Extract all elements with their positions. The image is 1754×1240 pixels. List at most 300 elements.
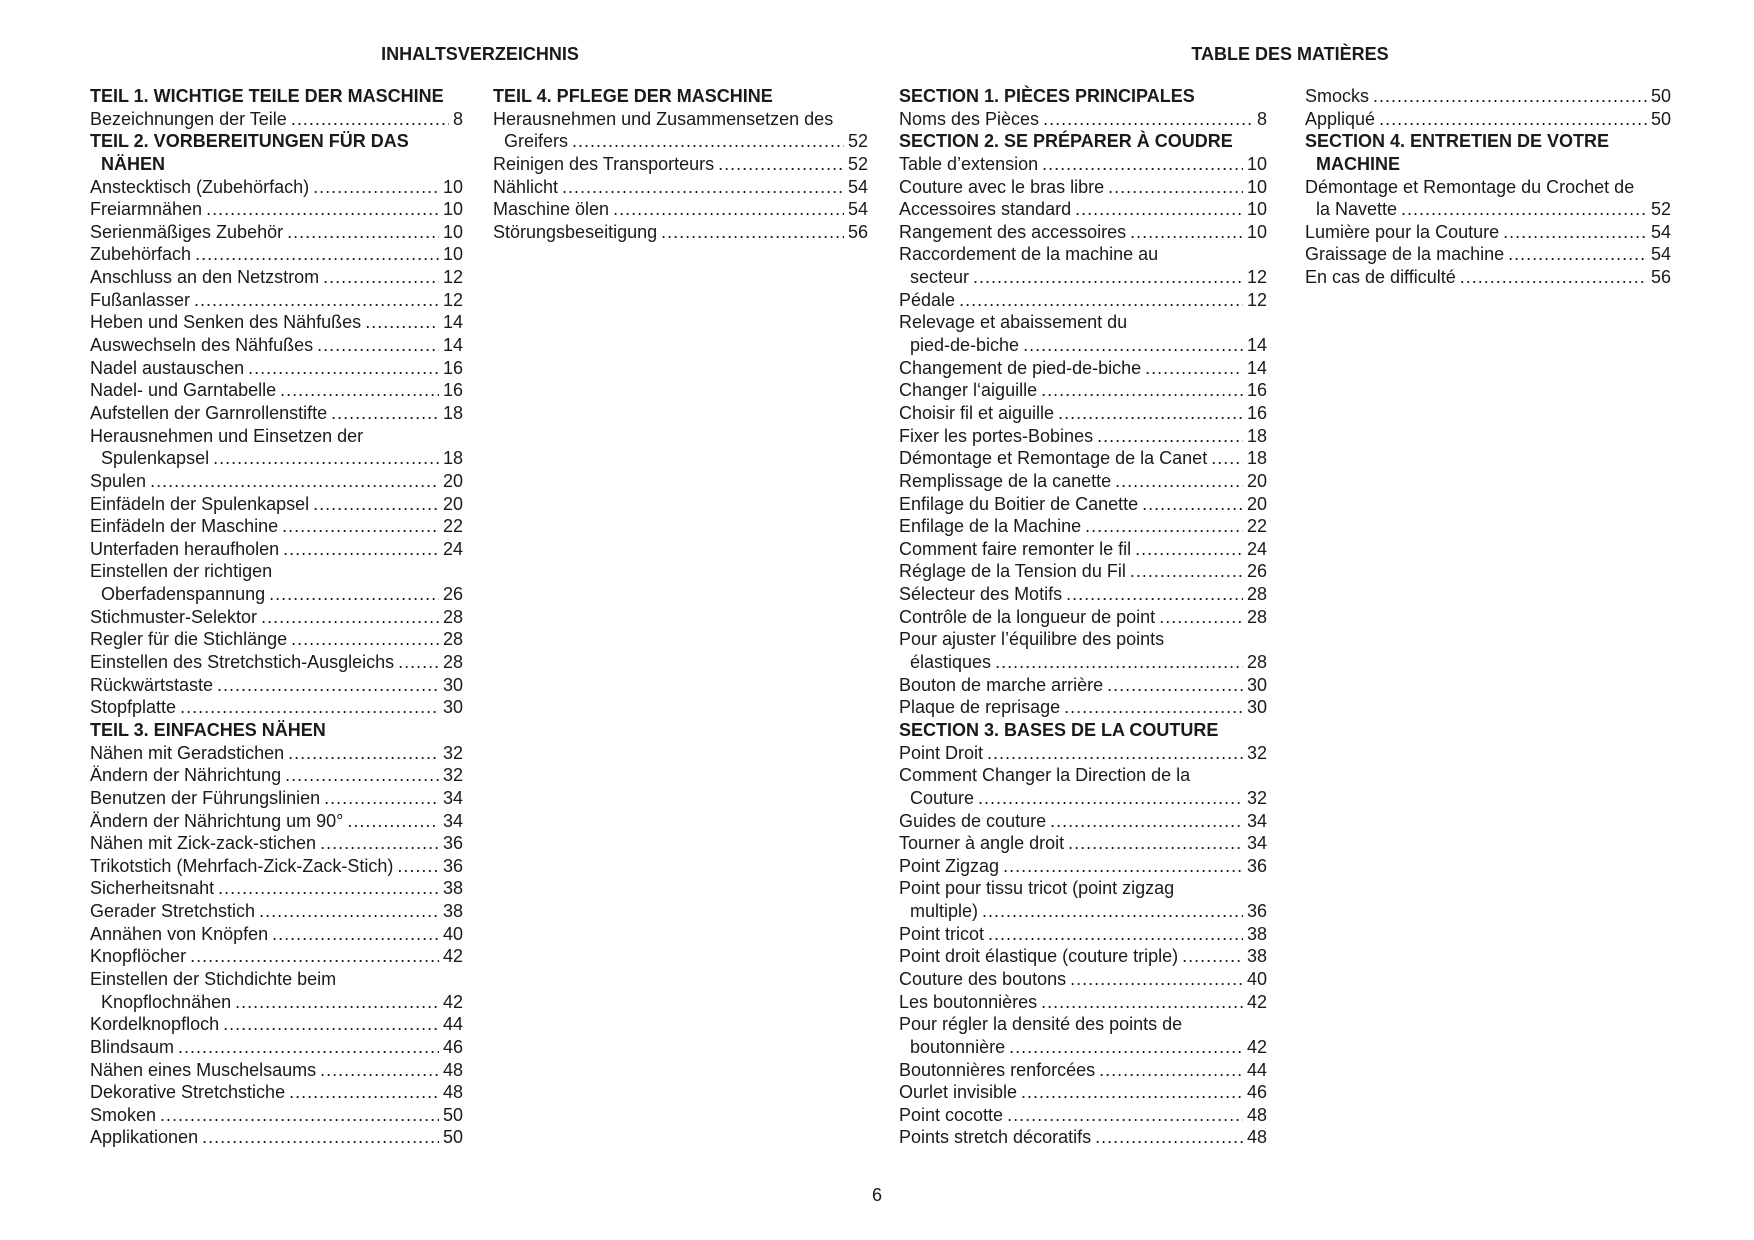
toc-entry-page: 18: [442, 448, 463, 469]
toc-entry-page: 32: [1246, 787, 1267, 808]
toc-entry: [899, 266, 1267, 289]
toc-entry-label: Pédale: [899, 289, 956, 310]
toc-entry-page: 54: [1650, 244, 1671, 265]
toc-entry: [899, 1126, 1267, 1149]
toc-entry-label: Blindsaum: [90, 1036, 175, 1057]
toc-entry: [90, 651, 463, 674]
toc-entry: [1305, 221, 1671, 244]
toc-entry-title: Herausnehmen und Einsetzen der: [90, 425, 364, 446]
toc-entry: [899, 493, 1267, 516]
dot-leader: [982, 900, 1243, 923]
dot-leader: [291, 108, 449, 131]
dot-leader: [1066, 583, 1243, 606]
toc-entry-page: 18: [1246, 448, 1267, 469]
toc-entry-label: Changer l‘aiguille: [899, 380, 1038, 401]
toc-entry-label: Rangement des accessoires: [899, 221, 1127, 242]
toc-entry-label: multiple): [910, 901, 979, 922]
toc-entry-page: 26: [442, 584, 463, 605]
toc-entry-page: 10: [1246, 176, 1267, 197]
toc-entry: [899, 379, 1267, 402]
toc-entry: [899, 832, 1267, 855]
dot-leader: [1064, 696, 1243, 719]
dot-leader: [1023, 334, 1243, 357]
toc-entry-label: Nähen eines Muschelsaums: [90, 1059, 317, 1080]
dot-leader: [397, 855, 439, 878]
dot-leader: [282, 515, 439, 538]
toc-entry-label: Einfädeln der Spulenkapsel: [90, 493, 310, 514]
toc-entry: [90, 877, 463, 900]
dot-leader: [213, 447, 439, 470]
toc-entry-title: Einstellen der richtigen: [90, 561, 273, 582]
dot-leader: [283, 538, 439, 561]
toc-heading-french: TABLE DES MATIÈRES: [1191, 44, 1389, 64]
toc-entry-page: 46: [1246, 1082, 1267, 1103]
toc-entry-label: Reinigen des Transporteurs: [493, 153, 715, 174]
section-heading: SECTION 2. SE PRÉPARER À COUDRE: [899, 131, 1233, 152]
toc-entry-page: 10: [442, 244, 463, 265]
toc-entry-label: Stichmuster-Selektor: [90, 606, 258, 627]
dot-leader: [259, 900, 439, 923]
toc-entry-page: 38: [1246, 923, 1267, 944]
toc-entry: [90, 1104, 463, 1127]
dot-leader: [217, 674, 439, 697]
dot-leader: [988, 923, 1243, 946]
toc-entry-label: Unterfaden heraufholen: [90, 538, 280, 559]
dot-leader: [1115, 470, 1243, 493]
toc-entry-page: 16: [442, 357, 463, 378]
toc-entry-label: Lumière pour la Couture: [1305, 221, 1500, 242]
toc-entry: [90, 493, 463, 516]
toc-entry: [90, 1036, 463, 1059]
toc-entry: [90, 1059, 463, 1082]
dot-leader: [1095, 1126, 1243, 1149]
toc-entry-title: Point pour tissu tricot (point zigzag: [899, 878, 1175, 899]
dot-leader: [235, 991, 439, 1014]
toc-entry-page: 18: [1246, 425, 1267, 446]
toc-entry: [899, 334, 1267, 357]
toc-entry-page: 36: [442, 855, 463, 876]
dot-leader: [323, 266, 439, 289]
toc-entry-label: Nähen mit Geradstichen: [90, 742, 285, 763]
toc-column-german-1: [90, 85, 463, 1149]
toc-entry: [90, 108, 463, 131]
toc-entry: [899, 176, 1267, 199]
toc-entry-page: 32: [1246, 742, 1267, 763]
toc-entry-title: Relevage et abaissement du: [899, 312, 1128, 333]
dot-leader: [180, 696, 439, 719]
toc-entry: [90, 1081, 463, 1104]
toc-entry-page: 26: [1246, 561, 1267, 582]
toc-entry: [899, 289, 1267, 312]
toc-entry: [90, 357, 463, 380]
toc-entry: [899, 900, 1267, 923]
dot-leader: [1145, 357, 1243, 380]
toc-entry-label: Changement de pied-de-biche: [899, 357, 1142, 378]
toc-entry: [899, 583, 1267, 606]
toc-entry-page: 10: [1246, 153, 1267, 174]
dot-leader: [289, 1081, 439, 1104]
toc-entry: [1305, 108, 1671, 131]
dot-leader: [288, 742, 439, 765]
toc-entry-page: 54: [1650, 221, 1671, 242]
toc-entry-page: 54: [847, 199, 868, 220]
toc-entry-page: 34: [1246, 810, 1267, 831]
toc-entry-label: Point Droit: [899, 742, 984, 763]
toc-entry: [90, 470, 463, 493]
toc-entry-page: 22: [442, 516, 463, 537]
toc-entry-label: Störungsbeseitigung: [493, 221, 658, 242]
toc-entry: [90, 1013, 463, 1036]
toc-entry-page: 14: [442, 312, 463, 333]
toc-entry-label: la Navette: [1316, 199, 1398, 220]
dot-leader: [987, 742, 1243, 765]
dot-leader: [1460, 266, 1647, 289]
toc-entry: [90, 198, 463, 221]
toc-entry-page: 24: [1246, 538, 1267, 559]
toc-entry-page: 52: [847, 153, 868, 174]
section-heading: TEIL 1. WICHTIGE TEILE DER MASCHINE: [90, 86, 444, 106]
toc-entry: [899, 538, 1267, 561]
toc-entry-label: Point Zigzag: [899, 855, 1000, 876]
toc-entry-label: secteur: [910, 267, 970, 288]
dot-leader: [661, 221, 844, 244]
toc-entry: [90, 810, 463, 833]
toc-entry: [899, 968, 1267, 991]
toc-entry-page: 12: [442, 267, 463, 288]
dot-leader: [1043, 108, 1253, 131]
dot-leader: [1021, 1081, 1243, 1104]
toc-entry-label: Smoken: [90, 1104, 157, 1125]
toc-entry-page: 34: [1246, 833, 1267, 854]
dot-leader: [1041, 379, 1243, 402]
toc-entry: [90, 447, 463, 470]
toc-entry-label: Table d’extension: [899, 153, 1039, 174]
toc-entry-label: Nähen mit Zick-zack-stichen: [90, 833, 317, 854]
toc-entry-page: 14: [1246, 335, 1267, 356]
toc-entry-title: Démontage et Remontage du Crochet de: [1305, 176, 1635, 197]
toc-entry: [90, 583, 463, 606]
toc-entry: [899, 1059, 1267, 1082]
toc-entry-label: Stopfplatte: [90, 697, 177, 718]
toc-entry-page: 8: [1256, 108, 1267, 129]
toc-entry-label: Choisir fil et aiguille: [899, 402, 1055, 423]
toc-entry-label: Regler für die Stichlänge: [90, 629, 288, 650]
dot-leader: [1042, 153, 1243, 176]
dot-leader: [1050, 810, 1243, 833]
dot-leader: [261, 606, 439, 629]
toc-entry-label: Heben und Senken des Nähfußes: [90, 312, 362, 333]
toc-entry: [899, 108, 1267, 131]
toc-entry-page: 22: [1246, 516, 1267, 537]
toc-entry-page: 30: [1246, 674, 1267, 695]
toc-entry-label: Remplissage de la canette: [899, 470, 1112, 491]
dot-leader: [194, 289, 439, 312]
toc-entry-page: 34: [442, 787, 463, 808]
toc-entry-label: Point droit élastique (couture triple): [899, 946, 1179, 967]
toc-entry-page: 48: [1246, 1104, 1267, 1125]
toc-entry-page: 40: [442, 923, 463, 944]
dot-leader: [206, 198, 439, 221]
toc-entry: [90, 311, 463, 334]
dot-leader: [1009, 1036, 1243, 1059]
toc-entry-label: Nadel- und Garntabelle: [90, 380, 277, 401]
toc-entry-page: 48: [442, 1082, 463, 1103]
toc-entry-label: Sicherheitsnaht: [90, 878, 215, 899]
toc-entry-page: 14: [1246, 357, 1267, 378]
toc-entry-page: 42: [442, 991, 463, 1012]
toc-entry-label: Knopflöcher: [90, 946, 187, 967]
toc-entry-label: Les boutonnières: [899, 991, 1038, 1012]
toc-entry: [493, 221, 868, 244]
dot-leader: [572, 130, 844, 153]
toc-entry: [90, 221, 463, 244]
toc-entry-page: 10: [442, 221, 463, 242]
toc-entry: [899, 1081, 1267, 1104]
dot-leader: [1130, 560, 1243, 583]
toc-entry: [1305, 85, 1671, 108]
toc-entry-page: 10: [442, 176, 463, 197]
toc-entry: [1305, 198, 1671, 221]
toc-entry-label: Smocks: [1305, 86, 1370, 106]
toc-entry: [899, 425, 1267, 448]
toc-entry-page: 38: [442, 878, 463, 899]
toc-entry-label: Greifers: [504, 131, 569, 152]
toc-entry-label: Fußanlasser: [90, 289, 191, 310]
toc-entry-page: 28: [442, 606, 463, 627]
toc-entry: [899, 1036, 1267, 1059]
toc-entry-page: 50: [1650, 108, 1671, 129]
toc-column-german-2: [493, 85, 868, 243]
toc-entry-page: 18: [442, 402, 463, 423]
toc-entry-page: 38: [1246, 946, 1267, 967]
dot-leader: [320, 832, 439, 855]
toc-entry-label: Maschine ölen: [493, 199, 610, 220]
toc-entry: [90, 402, 463, 425]
toc-entry-label: Zubehörfach: [90, 244, 192, 265]
toc-entry: [90, 945, 463, 968]
toc-entry-label: élastiques: [910, 652, 992, 673]
toc-entry-label: Appliqué: [1305, 108, 1376, 129]
toc-entry-title: Raccordement de la machine au: [899, 244, 1159, 265]
toc-entry-label: Nählicht: [493, 176, 559, 197]
toc-entry-page: 12: [442, 289, 463, 310]
toc-entry: [90, 334, 463, 357]
dot-leader: [248, 357, 439, 380]
dot-leader: [1070, 968, 1243, 991]
toc-entry-label: Spulenkapsel: [101, 448, 210, 469]
toc-entry-page: 50: [1650, 86, 1671, 106]
dot-leader: [1130, 221, 1243, 244]
toc-entry-page: 54: [847, 176, 868, 197]
dot-leader: [1058, 402, 1243, 425]
dot-leader: [1068, 832, 1243, 855]
toc-entry: [90, 515, 463, 538]
toc-column-french-1: [899, 85, 1267, 1149]
toc-entry-title: Einstellen der Stichdichte beim: [90, 968, 337, 989]
toc-entry-label: Ourlet invisible: [899, 1082, 1018, 1103]
dot-leader: [313, 176, 439, 199]
dot-leader: [718, 153, 844, 176]
toc-entry-page: 56: [847, 221, 868, 242]
toc-entry-label: Tourner à angle droit: [899, 833, 1065, 854]
toc-entry-page: 24: [442, 538, 463, 559]
toc-entry: [493, 130, 868, 153]
toc-entry-label: Dekorative Stretchstiche: [90, 1082, 286, 1103]
toc-entry: [899, 742, 1267, 765]
section-heading: TEIL 4. PFLEGE DER MASCHINE: [493, 86, 773, 106]
toc-entry-label: Noms des Pièces: [899, 108, 1040, 129]
dot-leader: [995, 651, 1243, 674]
dot-leader: [331, 402, 439, 425]
section-heading: SECTION 4. ENTRETIEN DE VOTRE: [1305, 131, 1610, 152]
toc-entry: [90, 628, 463, 651]
toc-entry: [899, 447, 1267, 470]
toc-entry-page: 12: [1246, 267, 1267, 288]
toc-entry: [899, 402, 1267, 425]
toc-entry-page: 50: [442, 1104, 463, 1125]
toc-entry: [493, 176, 868, 199]
toc-entry-label: Aufstellen der Garnrollenstifte: [90, 402, 328, 423]
dot-leader: [1108, 176, 1243, 199]
toc-entry-title: Comment Changer la Direction de la: [899, 765, 1191, 786]
toc-entry-label: Guides de couture: [899, 810, 1047, 831]
toc-entry: [90, 379, 463, 402]
toc-entry-label: Plaque de reprisage: [899, 697, 1061, 718]
toc-entry: [90, 855, 463, 878]
toc-entry: [493, 153, 868, 176]
toc-entry: [90, 538, 463, 561]
dot-leader: [398, 651, 439, 674]
dot-leader: [178, 1036, 439, 1059]
toc-entry: [899, 198, 1267, 221]
toc-entry-page: 56: [1650, 267, 1671, 288]
dot-leader: [1182, 945, 1243, 968]
toc-entry: [899, 357, 1267, 380]
toc-entry-label: Benutzen der Führungslinien: [90, 787, 321, 808]
page-number: 6: [871, 1185, 882, 1205]
toc-entry-label: En cas de difficulté: [1305, 267, 1456, 288]
toc-entry-page: 20: [442, 493, 463, 514]
dot-leader: [195, 243, 439, 266]
toc-entry-label: Oberfadenspannung: [101, 584, 266, 605]
toc-entry-label: Gerader Stretchstich: [90, 901, 256, 922]
toc-entry-label: Couture avec le bras libre: [899, 176, 1105, 197]
dot-leader: [1379, 108, 1647, 131]
dot-leader: [1007, 1104, 1243, 1127]
toc-entry-page: 50: [442, 1127, 463, 1148]
dot-leader: [973, 266, 1243, 289]
toc-entry-label: Freiarmnähen: [90, 199, 203, 220]
toc-entry-page: 36: [442, 833, 463, 854]
dot-leader: [223, 1013, 439, 1036]
toc-entry-label: boutonnière: [910, 1036, 1006, 1057]
toc-heading-german: INHALTSVERZEICHNIS: [381, 44, 579, 64]
toc-entry-page: 8: [452, 108, 463, 129]
toc-entry-page: 46: [442, 1036, 463, 1057]
toc-entry: [1305, 266, 1671, 289]
toc-entry-label: Ändern der Nährichtung um 90°: [90, 810, 344, 831]
dot-leader: [1159, 606, 1243, 629]
toc-entry: [899, 1104, 1267, 1127]
toc-entry-page: 44: [442, 1014, 463, 1035]
dot-leader: [1075, 198, 1243, 221]
toc-entry-label: Kordelknopfloch: [90, 1014, 220, 1035]
toc-entry-page: 28: [1246, 584, 1267, 605]
toc-entry-page: 20: [1246, 493, 1267, 514]
dot-leader: [320, 1059, 439, 1082]
toc-entry-label: Bouton de marche arrière: [899, 674, 1104, 695]
toc-entry: [899, 221, 1267, 244]
toc-entry-label: Point cocotte: [899, 1104, 1004, 1125]
toc-entry-label: Spulen: [90, 470, 147, 491]
dot-leader: [218, 877, 439, 900]
toc-entry: [899, 787, 1267, 810]
toc-entry: [899, 560, 1267, 583]
toc-entry-page: 10: [1246, 199, 1267, 220]
toc-entry-label: Couture: [910, 787, 975, 808]
toc-entry: [899, 696, 1267, 719]
toc-entry-label: Auswechseln des Nähfußes: [90, 335, 314, 356]
toc-entry-page: 44: [1246, 1059, 1267, 1080]
dot-leader: [160, 1104, 439, 1127]
dot-leader: [1099, 1059, 1243, 1082]
toc-entry-page: 10: [442, 199, 463, 220]
toc-entry-page: 42: [442, 946, 463, 967]
toc-entry-label: Enfilage du Boitier de Canette: [899, 493, 1139, 514]
toc-entry-label: Anschluss an den Netzstrom: [90, 267, 320, 288]
toc-entry: [899, 855, 1267, 878]
toc-entry: [899, 991, 1267, 1014]
toc-entry: [90, 764, 463, 787]
dot-leader: [313, 493, 439, 516]
dot-leader: [202, 1126, 439, 1149]
dot-leader: [190, 945, 439, 968]
dot-leader: [1085, 515, 1243, 538]
toc-entry: [90, 742, 463, 765]
toc-entry-page: 28: [442, 652, 463, 673]
dot-leader: [347, 810, 439, 833]
section-heading: NÄHEN: [101, 153, 166, 174]
toc-entry: [90, 176, 463, 199]
dot-leader: [1003, 855, 1243, 878]
toc-entry: [493, 198, 868, 221]
dot-leader: [272, 923, 439, 946]
dot-leader: [1401, 198, 1647, 221]
toc-entry-label: Nadel austauschen: [90, 357, 245, 378]
dot-leader: [269, 583, 439, 606]
toc-entry-page: 32: [442, 765, 463, 786]
dot-leader: [317, 334, 439, 357]
toc-entry-page: 14: [442, 335, 463, 356]
dot-leader: [613, 198, 844, 221]
toc-entry-label: Accessoires standard: [899, 199, 1072, 220]
dot-leader: [1135, 538, 1243, 561]
toc-entry-label: Einstellen des Stretchstich-Ausgleichs: [90, 652, 395, 673]
toc-entry-page: 40: [1246, 968, 1267, 989]
toc-column-french-2: [1305, 85, 1671, 289]
toc-entry-label: Ändern der Nährichtung: [90, 765, 282, 786]
toc-entry-page: 30: [1246, 697, 1267, 718]
toc-entry-label: Rückwärtstaste: [90, 674, 214, 695]
toc-entry-page: 42: [1246, 991, 1267, 1012]
toc-entry: [899, 945, 1267, 968]
toc-entry-label: Enfilage de la Machine: [899, 516, 1082, 537]
toc-entry-page: 34: [442, 810, 463, 831]
toc-entry-title: Pour régler la densité des points de: [899, 1014, 1183, 1035]
toc-entry-title: Herausnehmen und Zusammensetzen des: [493, 108, 834, 129]
toc-entry-label: Boutonnières renforcées: [899, 1059, 1096, 1080]
toc-entry: [899, 606, 1267, 629]
